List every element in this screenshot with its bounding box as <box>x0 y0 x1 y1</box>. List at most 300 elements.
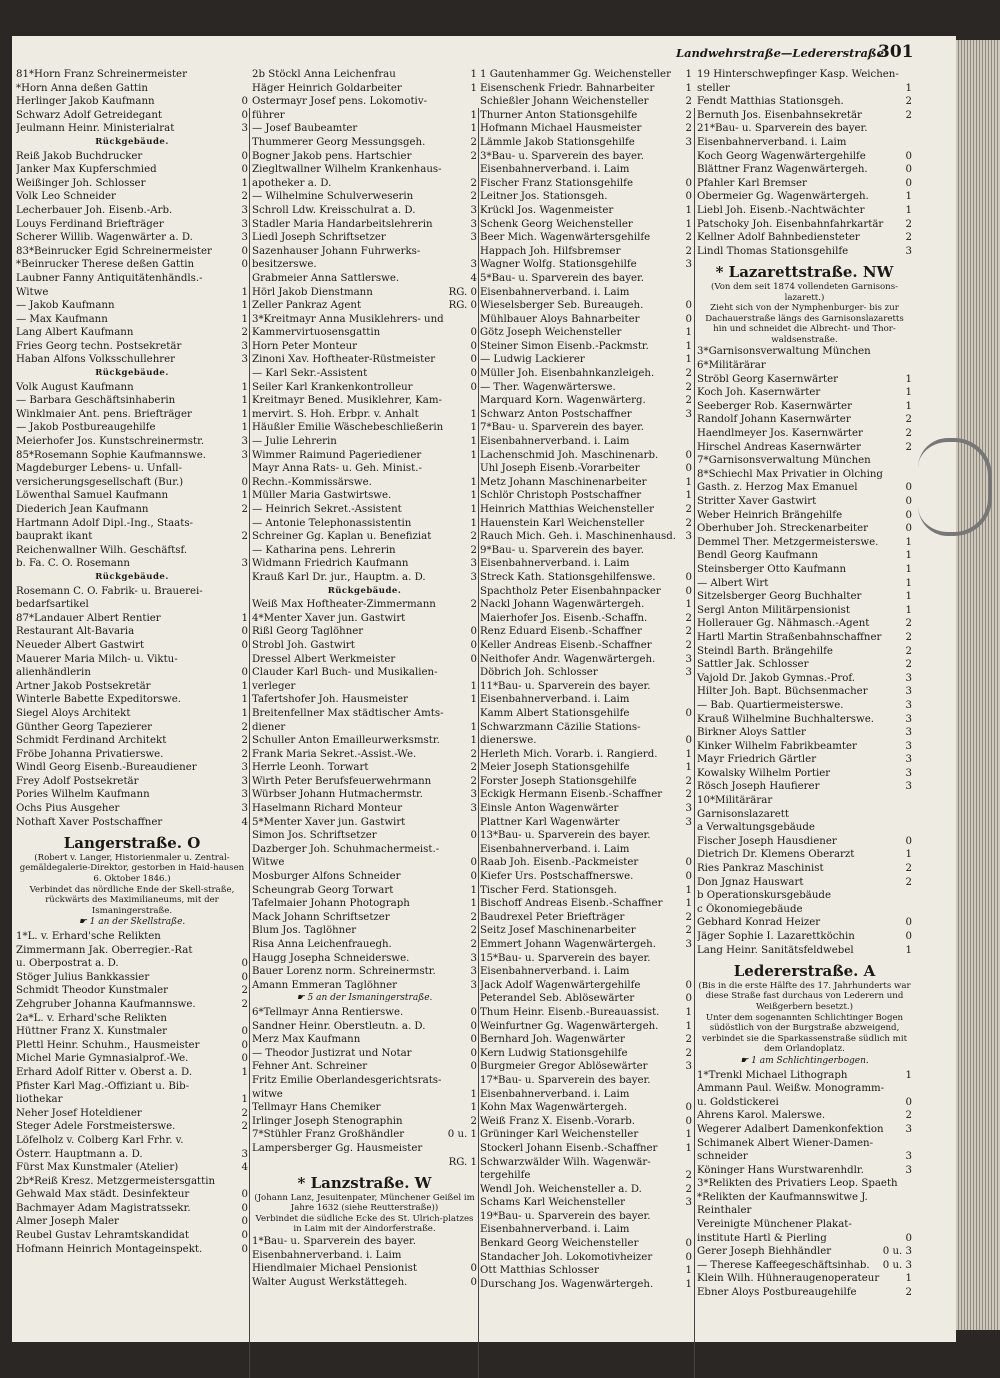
list-item <box>16 1093 248 1107</box>
entry-name: Seiler Karl Krankenkontrolleur <box>252 381 413 393</box>
entry-name: Vereinigte Münchener Plakat- <box>697 1219 852 1231</box>
entry-name: Steindl Barth. Brängehilfe <box>697 645 833 657</box>
entry-floor: 1 <box>470 476 477 488</box>
entry-floor: 2 <box>685 395 692 407</box>
entry-floor: 0 <box>905 931 912 942</box>
entry-name: Rosemann C. O. Fabrik- u. Brauerei- <box>16 585 203 597</box>
entry-floor: 1 <box>905 387 912 399</box>
entry-name: dienerswe. <box>480 735 537 747</box>
entry-name: Wimmer Raimund Pageriediener <box>252 449 422 461</box>
entry-name: Bogner Jakob pens. Hartschier <box>252 150 412 162</box>
list-item <box>697 1245 912 1259</box>
entry-name: Ammann Paul. Weißw. Monogramm- <box>697 1083 885 1095</box>
entry-name: Tellmayr Hans Chemiker <box>252 1102 381 1114</box>
list-item <box>480 218 692 232</box>
list-item <box>16 109 248 123</box>
list-item <box>16 748 248 762</box>
list-item <box>480 612 692 626</box>
entry-floor: 1 <box>470 109 477 121</box>
entry-name: Mauerer Maria Milch- u. Viktu- <box>16 653 178 665</box>
entry-floor: 2 <box>685 1034 692 1046</box>
list-item <box>480 1169 692 1183</box>
entry-floor: 2 <box>905 618 912 630</box>
entry-floor: 1 <box>470 82 477 94</box>
entry-name: Ziegltwallner Wilhelm Krankenhaus- <box>252 164 442 176</box>
entry-name: a Verwaltungsgebäude <box>697 822 815 834</box>
list-item <box>697 835 912 849</box>
list-item <box>697 685 912 699</box>
list-item <box>16 462 248 476</box>
entry-name: Hauenstein Karl Weichensteller <box>480 517 645 529</box>
entry-floor: 3 <box>685 259 692 271</box>
entry-floor: 1 <box>905 591 912 603</box>
entry-name: Meierhofer Jos. Kunstschreinermstr. <box>16 436 205 448</box>
list-item <box>16 272 248 286</box>
list-item <box>480 1074 692 1088</box>
entry-floor: 1 <box>685 599 692 611</box>
entry-floor: 1 <box>685 1142 692 1154</box>
entry-name: Weinfurtner Gg. Wagenwärtergeh. <box>480 1020 659 1032</box>
entry-name: Ebner Aloys Postbureaugehilfe <box>697 1287 857 1299</box>
entry-floor: 2 <box>685 96 692 108</box>
list-item <box>252 829 477 843</box>
column-rule <box>694 108 695 1378</box>
entry-floor: 0 <box>241 1230 248 1242</box>
entry-name: Fries Georg techn. Postsekretär <box>16 340 182 352</box>
entry-floor: 2 <box>470 531 477 543</box>
entry-name: Breitenfellner Max städtischer Amts- <box>252 707 444 719</box>
column-rule <box>249 108 250 1378</box>
entry-name: Gerer Joseph Biehhändler <box>697 1246 832 1258</box>
list-item <box>697 345 912 359</box>
list-item <box>480 190 692 204</box>
entry-name: — Ther. Wagenwärterswe. <box>480 381 616 393</box>
entry-name: Witwe <box>16 286 49 298</box>
street-heading: * Lazarettstraße. NW <box>715 263 894 282</box>
entry-floor: 0 <box>241 1243 248 1255</box>
entry-name: Hartl Martin Straßenbahnschaffner <box>697 631 882 643</box>
entry-name: Eckigk Hermann Eisenb.-Schaffner <box>480 789 663 801</box>
list-item <box>252 1128 477 1142</box>
entry-floor: 0 <box>685 571 692 583</box>
entry-name: Reubel Gustav Lehramtskandidat <box>16 1230 189 1242</box>
list-item <box>252 163 477 177</box>
list-item <box>480 299 692 313</box>
entry-name: Peterandel Seb. Ablösewärter <box>480 993 635 1005</box>
list-item <box>697 481 912 495</box>
list-item <box>697 726 912 740</box>
entry-name: Strobl Joh. Gastwirt <box>252 639 355 651</box>
entry-name: — Karl Sekr.-Assistent <box>252 368 368 380</box>
column-3 <box>480 68 692 1291</box>
entry-name: Durschang Jos. Wagenwärtergeh. <box>480 1278 654 1290</box>
entry-name: Löwenthal Samuel Kaufmann <box>16 490 169 502</box>
entry-floor: 1 <box>905 82 912 94</box>
entry-floor: 3 <box>470 803 477 815</box>
list-item <box>252 517 477 531</box>
list-item <box>252 952 477 966</box>
list-item <box>480 245 692 259</box>
entry-name: Krückl Jos. Wagenmeister <box>480 204 614 216</box>
entry-floor: 1 <box>241 381 248 393</box>
list-item <box>697 767 912 781</box>
entry-floor: 2 <box>470 1115 477 1127</box>
list-item <box>697 699 912 713</box>
entry-name: Happach Joh. Hilfsbremser <box>480 245 621 257</box>
entry-name: Klein Wilh. Hühneraugenoperateur <box>697 1273 880 1285</box>
entry-name: Bauer Lorenz norm. Schreinermstr. <box>252 966 436 978</box>
list-item <box>16 1175 248 1189</box>
entry-name: Eisenbahnerverband. i. Laim <box>480 286 630 298</box>
list-item <box>480 258 692 272</box>
list-item <box>16 231 248 245</box>
list-item <box>480 421 692 435</box>
entry-floor: 2 <box>470 177 477 189</box>
list-item <box>16 998 248 1012</box>
list-item <box>16 816 248 830</box>
list-item <box>252 1047 477 1061</box>
entry-name: 4*Menter Xaver jun. Gastwirt <box>252 612 406 624</box>
entry-floor: 0 <box>905 482 912 494</box>
list-item <box>252 775 477 789</box>
list-item <box>480 82 692 96</box>
entry-name: Schuller Anton Emailleurwerksmstr. <box>252 735 440 747</box>
entry-floor: 1 <box>685 748 692 760</box>
list-item <box>480 775 692 789</box>
entry-name: Herlinger Jakob Kaufmann <box>16 96 155 108</box>
entry-name: Fritz Emilie Oberlandesgerichtsrats- <box>252 1074 442 1086</box>
entry-floor: 1 <box>685 1129 692 1141</box>
entry-floor: 0 <box>241 1026 248 1038</box>
list-item <box>16 1039 248 1053</box>
entry-name: Eisenbahnerverband. i. Laim <box>480 843 630 855</box>
entry-name: Fürst Max Kunstmaler (Atelier) <box>16 1162 179 1174</box>
street-note: Verbindet das nördliche Ende der Skell-straße, rückwärts des Maximilianeums, mit der Ismaningerstraße. <box>29 884 235 916</box>
entry-floor: 4 <box>470 272 477 284</box>
entry-name: Zeller Pankraz Agent <box>252 300 362 312</box>
entry-name: Steinsberger Otto Kaufmann <box>697 563 847 575</box>
list-item <box>697 862 912 876</box>
list-item <box>252 612 477 626</box>
list-item <box>697 808 912 822</box>
list-item <box>16 1107 248 1121</box>
entry-name: Ott Matthias Schlosser <box>480 1265 599 1277</box>
entry-floor: 3 <box>470 558 477 570</box>
list-item <box>480 272 692 286</box>
entry-floor: 0 <box>470 857 477 869</box>
entry-name: Pories Wilhelm Kaufmann <box>16 789 150 801</box>
list-item <box>252 856 477 870</box>
entry-floor: 1 <box>241 490 248 502</box>
entry-floor: 3 <box>470 789 477 801</box>
entry-name: Bendl Georg Kaufmann <box>697 550 818 562</box>
entry-name: Steiner Simon Eisenb.-Packmstr. <box>480 340 649 352</box>
list-item <box>697 245 912 259</box>
list-item <box>252 788 477 802</box>
list-item <box>480 897 692 911</box>
list-item <box>697 780 912 794</box>
entry-name: Kamm Albert Stationsgehilfe <box>480 707 630 719</box>
entry-floor: 0 <box>905 1232 912 1244</box>
entry-name: Seeberger Rob. Kasernwärter <box>697 400 852 412</box>
entry-floor: 0 <box>685 993 692 1005</box>
entry-name: Sitzelsberger Georg Buchhalter <box>697 591 862 603</box>
list-item <box>697 549 912 563</box>
entry-floor: 1 <box>905 604 912 616</box>
entry-name: Schießler Johann Weichensteller <box>480 96 649 108</box>
list-item <box>252 1033 477 1047</box>
entry-name: 5*Menter Xaver jun. Gastwirt <box>252 816 406 828</box>
entry-name: 1*Trenkl Michael Lithograph <box>697 1069 848 1081</box>
entry-name: Krauß Wilhelmine Buchhalterswe. <box>697 713 874 725</box>
entry-floor: 1 <box>685 354 692 366</box>
entry-name: Randolf Johann Kasernwärter <box>697 414 851 426</box>
list-item <box>16 734 248 748</box>
entry-name: Hollerauer Gg. Nähmasch.-Agent <box>697 618 870 630</box>
entry-name: Schams Karl Weichensteller <box>480 1197 626 1209</box>
entry-name: — Bab. Quartiermeisterswe. <box>697 699 844 711</box>
entry-floor: 1 <box>470 721 477 733</box>
entry-name: Eisenbahnerverband. i. Laim <box>480 966 630 978</box>
entry-name: Kern Ludwig Stationsgehilfe <box>480 1047 628 1059</box>
entry-name: liothekar <box>16 1094 63 1106</box>
entry-floor: 1 <box>470 694 477 706</box>
list-item <box>16 612 248 626</box>
list-item <box>480 639 692 653</box>
entry-name: Koch Georg Wagenwärtergehilfe <box>697 150 866 162</box>
entry-floor: 1 <box>905 536 912 548</box>
list-item <box>252 1060 477 1074</box>
entry-floor: 0 <box>241 1189 248 1201</box>
entry-floor: 1 <box>685 69 692 80</box>
list-item <box>697 590 912 604</box>
list-item <box>252 503 477 517</box>
list-item <box>252 381 477 395</box>
entry-floor: 2 <box>470 544 477 556</box>
entry-name: Krauß Karl Dr. jur., Hauptm. a. D. <box>252 571 426 583</box>
entry-floor: 0 <box>470 1263 477 1275</box>
entry-name: Lang Albert Kaufmann <box>16 327 134 339</box>
entry-floor: 2 <box>685 626 692 638</box>
list-item <box>697 509 912 523</box>
list-item <box>16 68 248 82</box>
list-item <box>480 231 692 245</box>
list-item <box>16 1080 248 1094</box>
entry-name: Oberhuber Joh. Streckenarbeiter <box>697 523 868 535</box>
entry-floor: 2 <box>905 863 912 875</box>
entry-floor: 2 <box>685 612 692 624</box>
list-item <box>697 903 912 917</box>
entry-name: Gehwald Max städt. Desinfekteur <box>16 1189 190 1201</box>
entry-floor: 2 <box>241 1107 248 1119</box>
entry-floor: 3 <box>241 354 248 366</box>
list-item <box>252 571 477 585</box>
entry-floor: 1 <box>685 898 692 910</box>
entry-floor: 3 <box>241 558 248 570</box>
list-item <box>480 136 692 150</box>
list-item <box>252 1249 477 1263</box>
list-item <box>16 653 248 667</box>
list-item <box>16 313 248 327</box>
list-item <box>16 707 248 721</box>
list-item <box>697 944 912 958</box>
entry-name: Haendlmeyer Jos. Kasernwärter <box>697 428 863 440</box>
entry-name: Wirth Peter Berufsfeuerwehrmann <box>252 775 432 787</box>
entry-name: Hilter Joh. Bapt. Büchsenmacher <box>697 686 868 698</box>
entry-name: Häger Heinrich Goldarbeiter <box>252 82 402 94</box>
entry-floor: 1 <box>685 218 692 230</box>
street-note: Unter dem sogenannten Schlichtinger Bogen südöstlich von der Burgstraße abzweigend, verbindet sie die Sparkassenstraße südlich mit dem Orlandoplatz. <box>701 1012 908 1055</box>
entry-name: Meier Joseph Stationsgehilfe <box>480 762 630 774</box>
list-item <box>697 163 912 177</box>
list-item <box>697 386 912 400</box>
entry-name: Müller Joh. Eisenbahnkanzleigeh. <box>480 368 655 380</box>
entry-floor: 2 <box>905 876 912 888</box>
entry-name: 19 Hinterschwepfinger Kasp. Weichen- <box>697 69 899 80</box>
list-item <box>480 95 692 109</box>
list-item <box>697 577 912 591</box>
entry-name: 21*Bau- u. Sparverein des bayer. <box>697 123 868 135</box>
entry-floor: 3 <box>905 754 912 766</box>
list-item <box>697 359 912 373</box>
entry-name: Streck Kath. Stationsgehilfenswe. <box>480 571 656 583</box>
list-item <box>697 190 912 204</box>
entry-floor: 0 <box>241 667 248 679</box>
list-item <box>252 761 477 775</box>
entry-floor: 3 <box>241 232 248 244</box>
entry-floor: 1 <box>241 707 248 719</box>
entry-name: Einsle Anton Wagenwärter <box>480 803 619 815</box>
entry-name: Schmidt Theodor Kunstmaler <box>16 985 169 997</box>
list-item <box>16 394 248 408</box>
entry-floor: 3 <box>905 699 912 711</box>
section-label: Rückgebäude. <box>95 368 169 379</box>
list-item <box>252 1115 477 1129</box>
entry-name: Heinrich Matthias Weichensteller <box>480 504 654 515</box>
list-item <box>480 1237 692 1251</box>
entry-floor: 2 <box>470 748 477 760</box>
section-label: Rückgebäude. <box>327 585 402 596</box>
list-item <box>16 1052 248 1066</box>
list-item <box>16 984 248 998</box>
list-item <box>480 721 692 735</box>
list-item <box>480 1020 692 1034</box>
entry-name: 6*Tellmayr Anna Rentierswe. <box>252 1006 404 1018</box>
entry-floor: 2 <box>905 232 912 244</box>
list-item <box>16 449 248 463</box>
entry-name: 7*Stühler Franz Großhändler <box>252 1129 405 1141</box>
entry-name: Eisenbahnerverband. i. Laim <box>252 1249 402 1261</box>
list-item <box>697 889 912 903</box>
list-item <box>480 204 692 218</box>
entry-name: 3*Kreitmayr Anna Musiklehrers- und <box>252 313 444 325</box>
entry-floor: 2 <box>470 762 477 774</box>
entry-name: Fischer Franz Stationsgehilfe <box>480 177 633 189</box>
entry-name: versicherungsgesellschaft (Bur.) <box>16 476 184 488</box>
list-item <box>697 413 912 427</box>
entry-name: Sazenhauser Johann Fuhrwerks- <box>252 245 421 257</box>
list-item <box>16 218 248 232</box>
entry-name: Schenk Georg Weichensteller <box>480 218 633 230</box>
list-item <box>480 666 692 680</box>
entry-floor: 0 <box>905 835 912 847</box>
entry-floor: 0 <box>470 1020 477 1032</box>
entry-name: Irlinger Joseph Stenographin <box>252 1115 403 1127</box>
entry-name: Risa Anna Leichenfrauegh. <box>252 939 392 950</box>
list-item <box>697 1164 912 1178</box>
entry-floor: 0 <box>241 476 248 488</box>
entry-floor: 2 <box>685 109 692 121</box>
entry-floor: 1 <box>905 373 912 385</box>
entry-name: Neher Josef Hoteldiener <box>16 1107 142 1119</box>
entry-name: Renz Eduard Eisenb.-Schaffner <box>480 626 642 638</box>
entry-name: — Max Kaufmann <box>16 313 108 325</box>
entry-name: Artner Jakob Postsekretär <box>16 680 151 692</box>
entry-floor: 1 <box>241 680 248 692</box>
entry-floor: 3 <box>905 740 912 752</box>
list-item <box>697 672 912 686</box>
list-item <box>252 1156 477 1170</box>
entry-floor: 1 <box>905 1069 912 1081</box>
entry-name: Günther Georg Tapezierer <box>16 721 153 733</box>
entry-name: führer <box>252 109 285 121</box>
entry-name: verleger <box>252 680 296 692</box>
entry-name: bauprakt ikant <box>16 531 93 543</box>
entry-floor: 0 <box>470 1034 477 1046</box>
entry-name: 11*Bau- u. Sparverein des bayer. <box>480 680 651 692</box>
entry-name: Herrle Leonh. Torwart <box>252 762 369 774</box>
entry-floor: 0 <box>685 191 692 203</box>
running-header: Landwehrstraße—Ledererstraße <box>676 46 884 60</box>
entry-floor: 1 <box>470 408 477 420</box>
entry-floor: 3 <box>685 816 692 828</box>
entry-floor: 0 <box>905 523 912 535</box>
list-item <box>480 707 692 721</box>
entry-floor: 3 <box>905 713 912 725</box>
entry-floor: 0 <box>241 109 248 121</box>
list-item <box>697 373 912 387</box>
entry-name: Janker Max Kupferschmied <box>16 164 157 176</box>
list-item <box>480 693 692 707</box>
entry-name: Österr. Hauptmann a. D. <box>16 1148 143 1160</box>
entry-name: b. Fa. C. O. Rosemann <box>16 558 130 570</box>
entry-name: bedarfsartikel <box>16 599 89 611</box>
entry-floor: 1 <box>241 422 248 434</box>
entry-name: Eisenbahnerverband. i. Laim <box>480 694 630 706</box>
list-item <box>480 585 692 599</box>
entry-name: Tischer Ferd. Stationsgeh. <box>480 884 617 896</box>
list-item <box>252 1074 477 1088</box>
entry-floor: 1 <box>470 898 477 910</box>
entry-floor: 3 <box>241 775 248 787</box>
list-item <box>252 1101 477 1115</box>
entry-floor: 0 <box>470 381 477 393</box>
entry-floor: 3 <box>241 1148 248 1160</box>
entry-name: 1 Gautenhammer Gg. Weichensteller <box>480 69 671 80</box>
entry-floor: 3 <box>470 259 477 271</box>
entry-floor: 0 u. 3 <box>882 1246 912 1258</box>
list-item <box>252 1276 477 1290</box>
entry-floor: 2 <box>905 631 912 643</box>
entry-name: 85*Rosemann Sophie Kaufmannswe. <box>16 449 207 461</box>
entry-name: Louys Ferdinand Briefträger <box>16 218 164 230</box>
entry-name: Benkard Georg Weichensteller <box>480 1238 639 1250</box>
entry-name: Laubner Fanny Antiquitätenhändls.- <box>16 272 203 284</box>
entry-name: Hüttner Franz X. Kunstmaler <box>16 1026 167 1038</box>
entry-name: Bernuth Jos. Eisenbahnsekretär <box>697 109 862 121</box>
entry-floor: 1 <box>685 884 692 896</box>
entry-floor: 3 <box>685 408 692 420</box>
